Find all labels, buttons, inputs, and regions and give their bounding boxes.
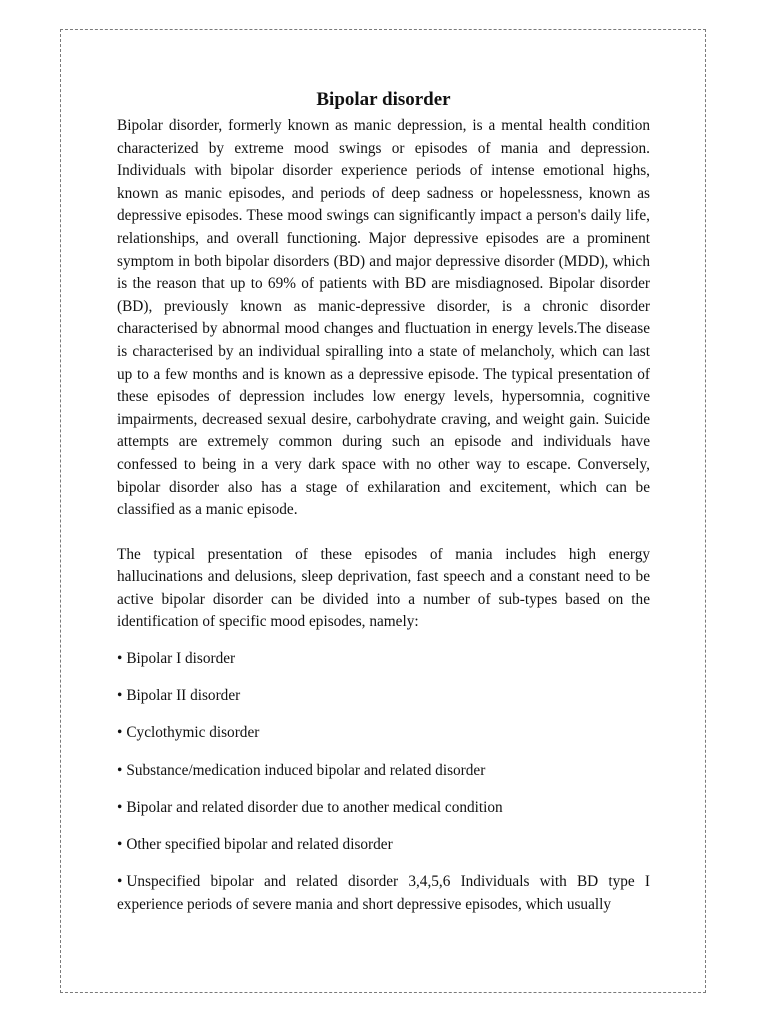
bullet-icon: • [117,873,123,891]
list-item [117,685,650,708]
document-body [117,88,650,916]
bullet-icon: • [117,687,123,705]
list-item [117,648,650,671]
list-item-text: Cyclothymic disorder [126,724,260,742]
bullet-icon: • [117,761,123,779]
subtype-list [117,648,650,916]
bullet-icon: • [117,798,123,816]
list-item-text: Unspecified bipolar and related disorder 3,4,5,6 Individuals with BD type I experience periods of severe mania and short depressive episodes, which usually [117,873,650,913]
bullet-icon: • [117,650,123,668]
subtypes-paragraph: The typical presentation of these episodes of mania includes high energy hallucinations and delusions, sleep deprivation, fast speech and a constant need to be active bipolar disorder can be divided into a number of sub-types based on the identification of specific mood episodes, namely: [117,545,650,631]
bullet-icon: • [117,724,123,742]
document-title: Bipolar disorder [316,89,451,110]
list-item [117,797,650,820]
list-item [117,760,650,783]
list-item-text: Bipolar I disorder [126,650,236,668]
list-item-text: Bipolar II disorder [126,687,241,705]
list-item-text: Bipolar and related disorder due to another medical condition [126,798,503,816]
intro-paragraph: Bipolar disorder, formerly known as manic depression, is a mental health condition characterized by extreme mood swings or episodes of mania and depression. Individuals with bipolar disorder experience periods of intense emotional highs, known as manic episodes, and periods of deep sadness or hopelessness, known as depressive episodes. These mood swings can significantly impact a person's daily life, relationships, and overall functioning. Major depressive episodes are a prominent symptom in both bipolar disorders (BD) and major depressive disorder (MDD), which is the reason that up to 69% of patients with BD are misdiagnosed. Bipolar disorder (BD), previously known as manic-depressive disorder, is a chronic disorder characterised by abnormal mood changes and fluctuation in energy levels.The disease is characterised by an individual spiralling into a state of melancholy, which can last up to a few months and is known as a depressive episode. The typical presentation of these episodes of depression includes low energy levels, hypersomnia, cognitive impairments, decreased sexual desire, carbohydrate craving, and weight gain. Suicide attempts are extremely common during such an episode and individuals have confessed to being in a very dark space with no other way to escape. Conversely, bipolar disorder also has a stage of exhilaration and excitement, which can be classified as a manic episode. [117,117,650,519]
list-item [117,871,650,916]
list-item [117,722,650,745]
list-item-text: Substance/medication induced bipolar and related disorder [126,761,486,779]
list-item-text: Other specified bipolar and related disorder [126,836,393,853]
bullet-icon: • [117,836,123,853]
list-item [117,834,650,857]
